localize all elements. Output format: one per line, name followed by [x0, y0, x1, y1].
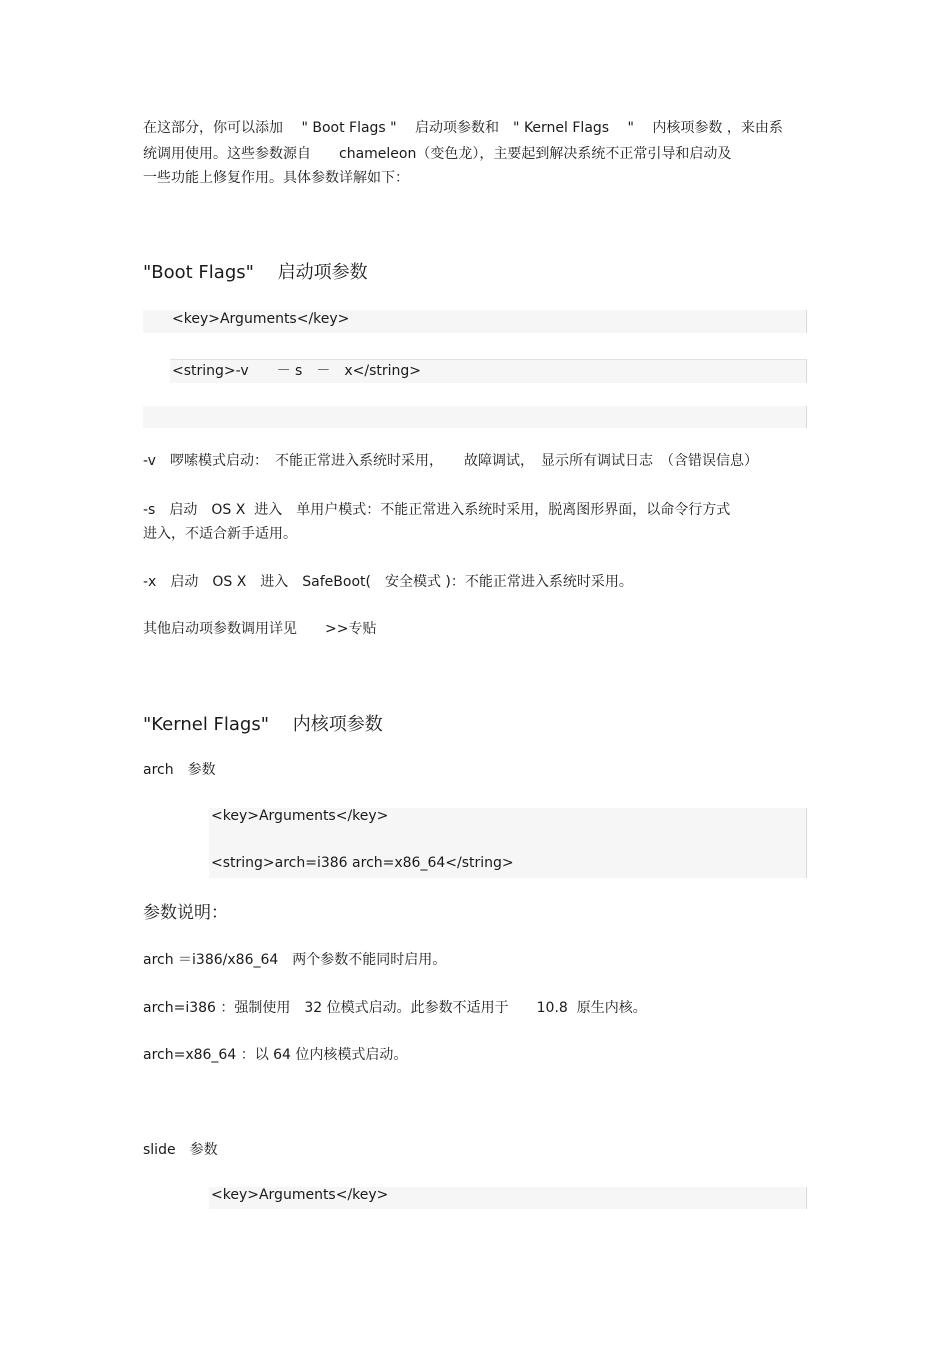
boot-string-line: <string>-v － s － x</string>: [172, 363, 422, 379]
flag-s-description-line-1: -s 启动 OS X 进入 单用户模式：不能正常进入系统时采用，脱离图形界面，以命令行方式: [143, 502, 731, 518]
intro-line-1: 在这部分，你可以添加 " Boot Flags " 启动项参数和 " Kernel Flags " 内核项参数 ，来由系: [143, 120, 783, 136]
boot-key-code-block: [143, 310, 807, 333]
slide-key-line: <key>Arguments</key>: [211, 1187, 389, 1203]
flag-x-description: -x 启动 OS X 进入 SafeBoot( 安全模式 )：不能正常进入系统时采用。: [143, 574, 633, 590]
kernel-flags-heading: "Kernel Flags" 内核项参数: [143, 714, 383, 735]
arch-key-line: <key>Arguments</key>: [211, 808, 389, 824]
slide-code-block: [209, 1187, 807, 1209]
boot-key-line: <key>Arguments</key>: [172, 311, 350, 327]
more-boot-flags-link[interactable]: 其他启动项参数调用详见 >>专贴: [143, 621, 377, 637]
slide-param-title: slide 参数: [143, 1142, 218, 1158]
flag-s-description-line-2: 进入，不适合新手适用。: [143, 526, 297, 542]
intro-line-3: 一些功能上修复作用。具体参数详解如下：: [143, 170, 409, 186]
arch-string-line: <string>arch=i386 arch=x86_64</string>: [211, 855, 514, 871]
boot-flags-heading: "Boot Flags" 启动项参数: [143, 262, 368, 283]
param-explain-heading: 参数说明：: [143, 903, 228, 923]
empty-code-block: [143, 406, 807, 428]
flag-v-description: -v 啰嗦模式启动： 不能正常进入系统时采用， 故障调试， 显示所有调试日志 （含错误信息）: [143, 453, 758, 469]
boot-string-code-block: [170, 359, 807, 383]
arch-param-title: arch 参数: [143, 762, 216, 778]
arch-code-block: [209, 808, 807, 878]
arch-both-note: arch ＝i386/x86_64 两个参数不能同时启用。: [143, 952, 447, 968]
arch-x86-64-note: arch=x86_64 ：以 64 位内核模式启动。: [143, 1047, 408, 1063]
arch-i386-note: arch=i386 ：强制使用 32 位模式启动。此参数不适用于 10.8 原生内核。: [143, 1000, 647, 1016]
intro-line-2: 统调用使用。这些参数源自 chameleon（变色龙），主要起到解决系统不正常引导和启动及: [143, 146, 732, 162]
